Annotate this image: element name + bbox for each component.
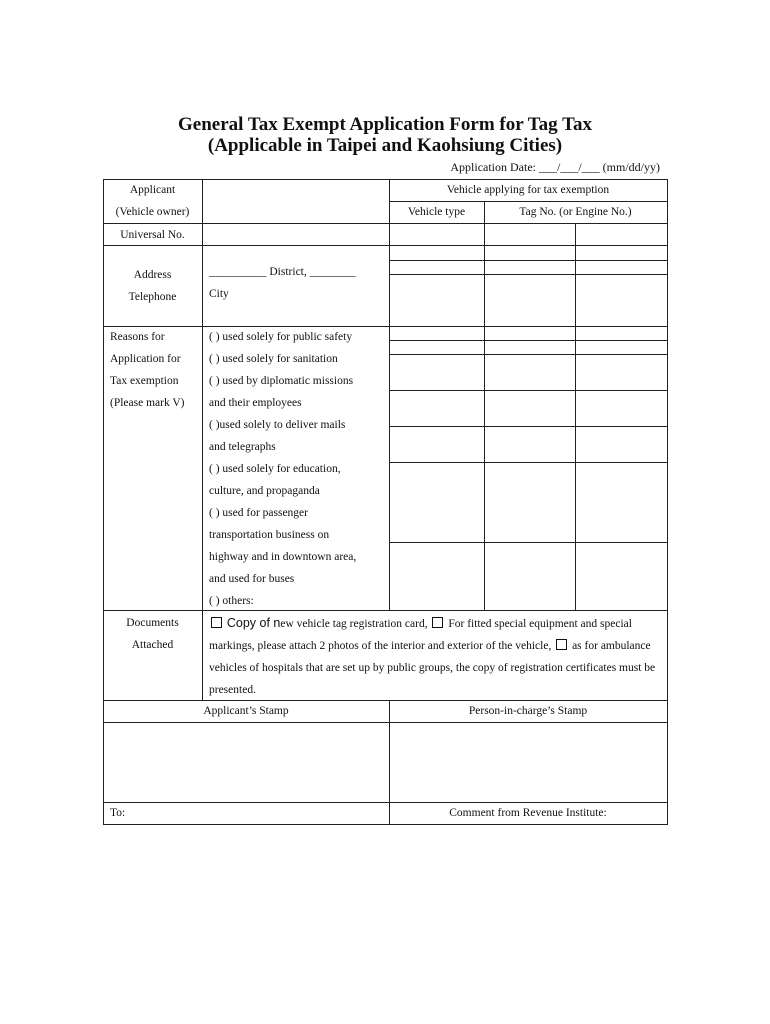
reason-option-passenger: ( ) used for passenger	[209, 507, 308, 519]
reason-option-line: and used for buses	[209, 573, 295, 585]
documents-label: Documents	[126, 617, 179, 629]
address-label: Address	[133, 269, 172, 281]
tag-no-header: Tag No. (or Engine No.)	[519, 206, 632, 218]
documents-text-1: ew vehicle tag registration card,	[280, 618, 428, 630]
form-title-line2: (Applicable in Taipei and Kaohsiung Cities)	[207, 135, 563, 156]
person-in-charge-stamp-label: Person-in-charge’s Stamp	[468, 705, 588, 717]
attached-label: Attached	[131, 639, 174, 651]
reasons-label-line: Tax exemption	[110, 375, 179, 387]
documents-text-3: as for ambulance vehicles of hospitals that are set up by public groups, the copy of registration certificates must be presented.	[209, 640, 656, 696]
district-line: __________ District, ________	[209, 266, 356, 278]
documents-text	[209, 612, 659, 701]
checkbox-icon[interactable]	[432, 617, 443, 628]
to-label: To:	[110, 807, 126, 819]
documents-text-2: For fitted special equipment and special markings, please attach 2 photos of the interior and exterior of the vehicle,	[209, 618, 632, 652]
checkbox-icon[interactable]	[556, 639, 567, 650]
reason-option-sanitation: ( ) used solely for sanitation	[209, 353, 338, 365]
reason-option-line: highway and in downtown area,	[209, 551, 357, 563]
revenue-comment-label: Comment from Revenue Institute:	[449, 807, 607, 819]
reason-option-education: ( ) used solely for education,	[209, 463, 341, 475]
copy-prefix: Copy of n	[226, 616, 281, 630]
checkbox-icon[interactable]	[211, 617, 222, 628]
reasons-label-line: (Please mark V)	[110, 397, 185, 409]
universal-no-label: Universal No.	[120, 229, 185, 241]
reason-option-others: ( ) others:	[209, 595, 254, 607]
reason-option-line: and their employees	[209, 397, 302, 409]
vehicle-type-header: Vehicle type	[407, 206, 466, 218]
vehicle-exemption-header: Vehicle applying for tax exemption	[446, 184, 610, 196]
vehicle-owner-label: (Vehicle owner)	[115, 206, 190, 218]
reason-option-mails: ( )used solely to deliver mails	[209, 419, 346, 431]
reason-option-public-safety: ( ) used solely for public safety	[209, 331, 353, 343]
reason-option-diplomatic: ( ) used by diplomatic missions	[209, 375, 354, 387]
reason-option-line: and telegraphs	[209, 441, 276, 453]
applicant-label: Applicant	[129, 184, 176, 196]
form-title-line1: General Tax Exempt Application Form for Tag Tax	[177, 114, 592, 135]
reason-option-line: transportation business on	[209, 529, 330, 541]
telephone-label: Telephone	[128, 291, 177, 303]
applicant-stamp-label: Applicant’s Stamp	[203, 705, 289, 717]
city-label: City	[209, 288, 229, 300]
reasons-label-line: Application for	[110, 353, 181, 365]
reasons-label-line: Reasons for	[110, 331, 165, 343]
application-date: Application Date: ___/___/___ (mm/dd/yy)	[450, 160, 660, 174]
reason-option-line: culture, and propaganda	[209, 485, 320, 497]
